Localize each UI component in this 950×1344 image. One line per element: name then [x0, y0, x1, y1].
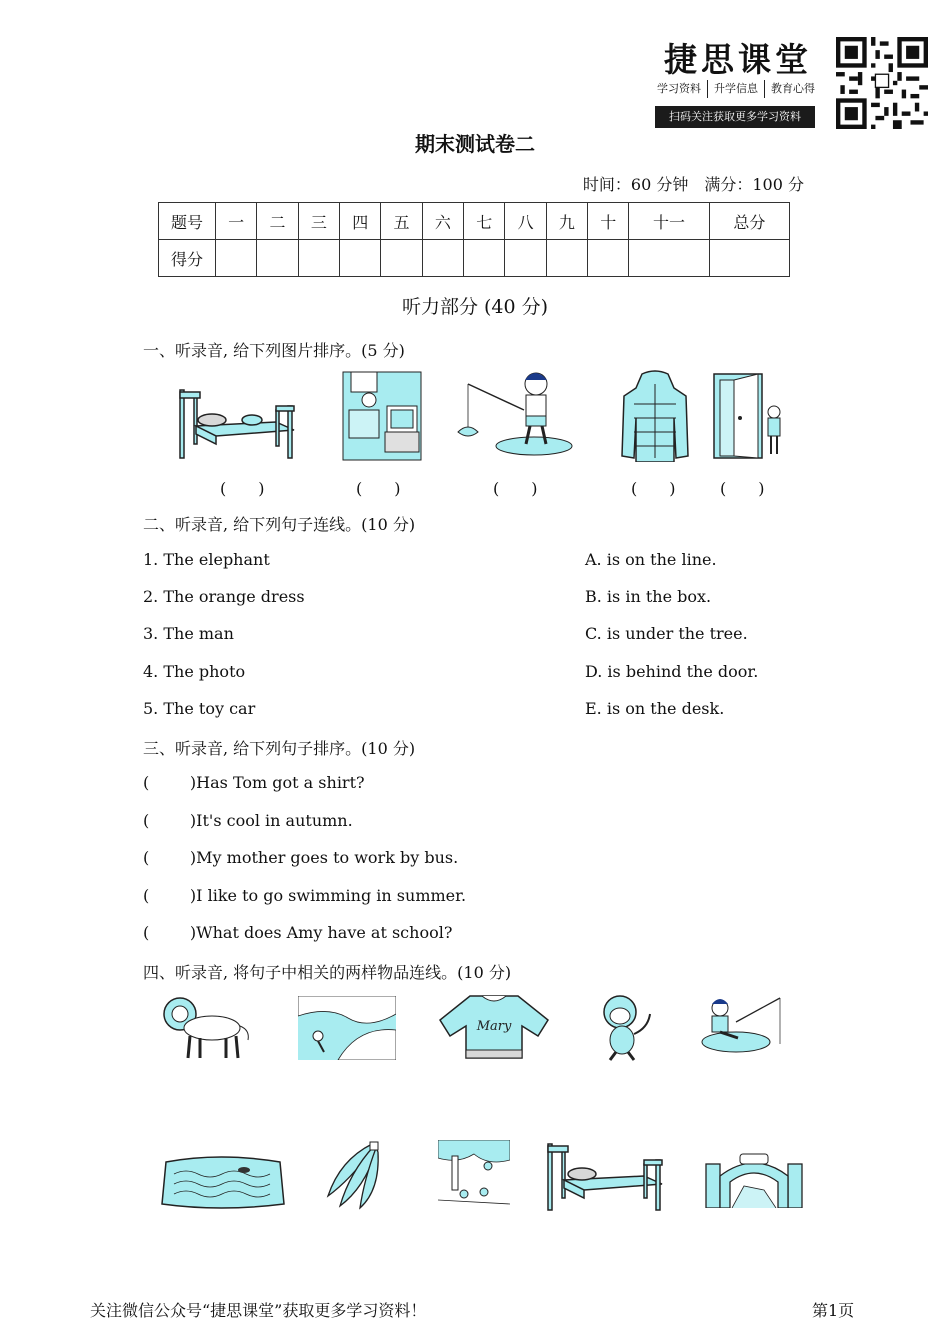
- time-info: 时间：60 分钟 满分：100 分: [582, 175, 804, 194]
- score-cell[interactable]: [216, 240, 257, 277]
- match-right-item[interactable]: B. is in the box.: [585, 587, 712, 606]
- ordering-sentence[interactable]: ( )What does Amy have at school?: [143, 923, 453, 942]
- score-cell[interactable]: [298, 240, 339, 277]
- ordering-sentence[interactable]: ( )My mother goes to work by bus.: [143, 848, 459, 867]
- bed-picture: [176, 382, 300, 462]
- score-cell[interactable]: [422, 240, 463, 277]
- score-cell[interactable]: [340, 240, 381, 277]
- fishing-picture: [698, 992, 784, 1058]
- score-table-header-row: [159, 203, 790, 240]
- score-cell[interactable]: [257, 240, 298, 277]
- qr-code-icon: [836, 37, 928, 129]
- match-left-item[interactable]: 5. The toy car: [143, 699, 256, 718]
- match-left-item[interactable]: 1. The elephant: [143, 550, 270, 569]
- answer-blank[interactable]: ( ): [720, 479, 765, 498]
- table-header-cell: 四: [340, 203, 381, 240]
- bananas-picture: [320, 1140, 390, 1210]
- sweater-name: Mary: [476, 1019, 512, 1034]
- fishing-boy-picture: [454, 370, 574, 458]
- table-header-cell: 二: [257, 203, 298, 240]
- bed-picture-2: [544, 1140, 668, 1212]
- listening-section-title: 听力部分 (40 分): [401, 296, 549, 318]
- score-table: [158, 202, 790, 277]
- match-left-item[interactable]: 3. The man: [143, 624, 234, 643]
- q4-title: 四、听录音, 将句子中相关的两样物品连线。(10 分): [143, 963, 512, 982]
- living-room-picture: [341, 370, 423, 462]
- monkey-picture: [590, 990, 656, 1062]
- ordering-sentence[interactable]: ( )I like to go swimming in summer.: [143, 886, 467, 905]
- score-cell[interactable]: [381, 240, 422, 277]
- score-cell[interactable]: [629, 240, 709, 277]
- table-header-cell: 题号: [159, 203, 216, 240]
- table-header-cell: 七: [464, 203, 505, 240]
- lion-picture: [160, 992, 252, 1060]
- answer-blank[interactable]: ( ): [631, 479, 676, 498]
- brand-banner: 扫码关注获取更多学习资料: [655, 106, 815, 128]
- match-left-item[interactable]: 2. The orange dress: [143, 587, 305, 606]
- q3-title: 三、听录音, 给下列句子排序。(10 分): [143, 739, 416, 758]
- table-header-cell: 总分: [709, 203, 789, 240]
- table-header-cell: 六: [422, 203, 463, 240]
- paper-title: 期末测试卷二: [415, 132, 535, 156]
- q1-title: 一、听录音, 给下列图片排序。(5 分): [143, 341, 405, 360]
- table-header-cell: 八: [505, 203, 546, 240]
- score-cell[interactable]: [546, 240, 587, 277]
- page-number: 第1页: [812, 1301, 855, 1320]
- table-header-cell: 一: [216, 203, 257, 240]
- table-header-cell: 九: [546, 203, 587, 240]
- match-right-item[interactable]: D. is behind the door.: [585, 662, 759, 681]
- score-cell[interactable]: [505, 240, 546, 277]
- swimming-scene-picture: [298, 996, 396, 1060]
- match-right-item[interactable]: E. is on the desk.: [585, 699, 725, 718]
- q2-title: 二、听录音, 给下列句子连线。(10 分): [143, 515, 416, 534]
- brand-tag: 升学信息: [708, 80, 765, 98]
- table-row-label: 得分: [159, 240, 216, 277]
- score-cell[interactable]: [709, 240, 789, 277]
- answer-blank[interactable]: ( ): [356, 479, 401, 498]
- pool-picture: [160, 1148, 286, 1212]
- match-right-item[interactable]: A. is on the line.: [585, 550, 717, 569]
- ordering-sentence[interactable]: ( )It's cool in autumn.: [143, 811, 353, 830]
- sweater-picture: [438, 990, 550, 1060]
- table-header-cell: 五: [381, 203, 422, 240]
- table-header-cell: 十一: [629, 203, 709, 240]
- table-header-cell: 十: [588, 203, 629, 240]
- zoo-gate-picture: [704, 1150, 804, 1208]
- footer-note: 关注微信公众号“捷思课堂”获取更多学习资料！: [90, 1301, 427, 1320]
- score-cell[interactable]: [464, 240, 505, 277]
- brand-title: 捷思课堂: [664, 40, 812, 79]
- jacket-picture: [620, 370, 690, 462]
- door-girl-picture: [710, 372, 790, 460]
- table-header-cell: 三: [298, 203, 339, 240]
- score-table-score-row: [159, 240, 790, 277]
- match-right-item[interactable]: C. is under the tree.: [585, 624, 748, 643]
- answer-blank[interactable]: ( ): [493, 479, 538, 498]
- brand-tag: 教育心得: [771, 82, 815, 95]
- ordering-sentence[interactable]: ( )Has Tom got a shirt?: [143, 773, 365, 792]
- match-left-item[interactable]: 4. The photo: [143, 662, 246, 681]
- score-cell[interactable]: [588, 240, 629, 277]
- brand-tag: 学习资料: [657, 80, 708, 98]
- park-picture: [438, 1140, 510, 1210]
- answer-blank[interactable]: ( ): [220, 479, 265, 498]
- brand-tags: [657, 80, 821, 98]
